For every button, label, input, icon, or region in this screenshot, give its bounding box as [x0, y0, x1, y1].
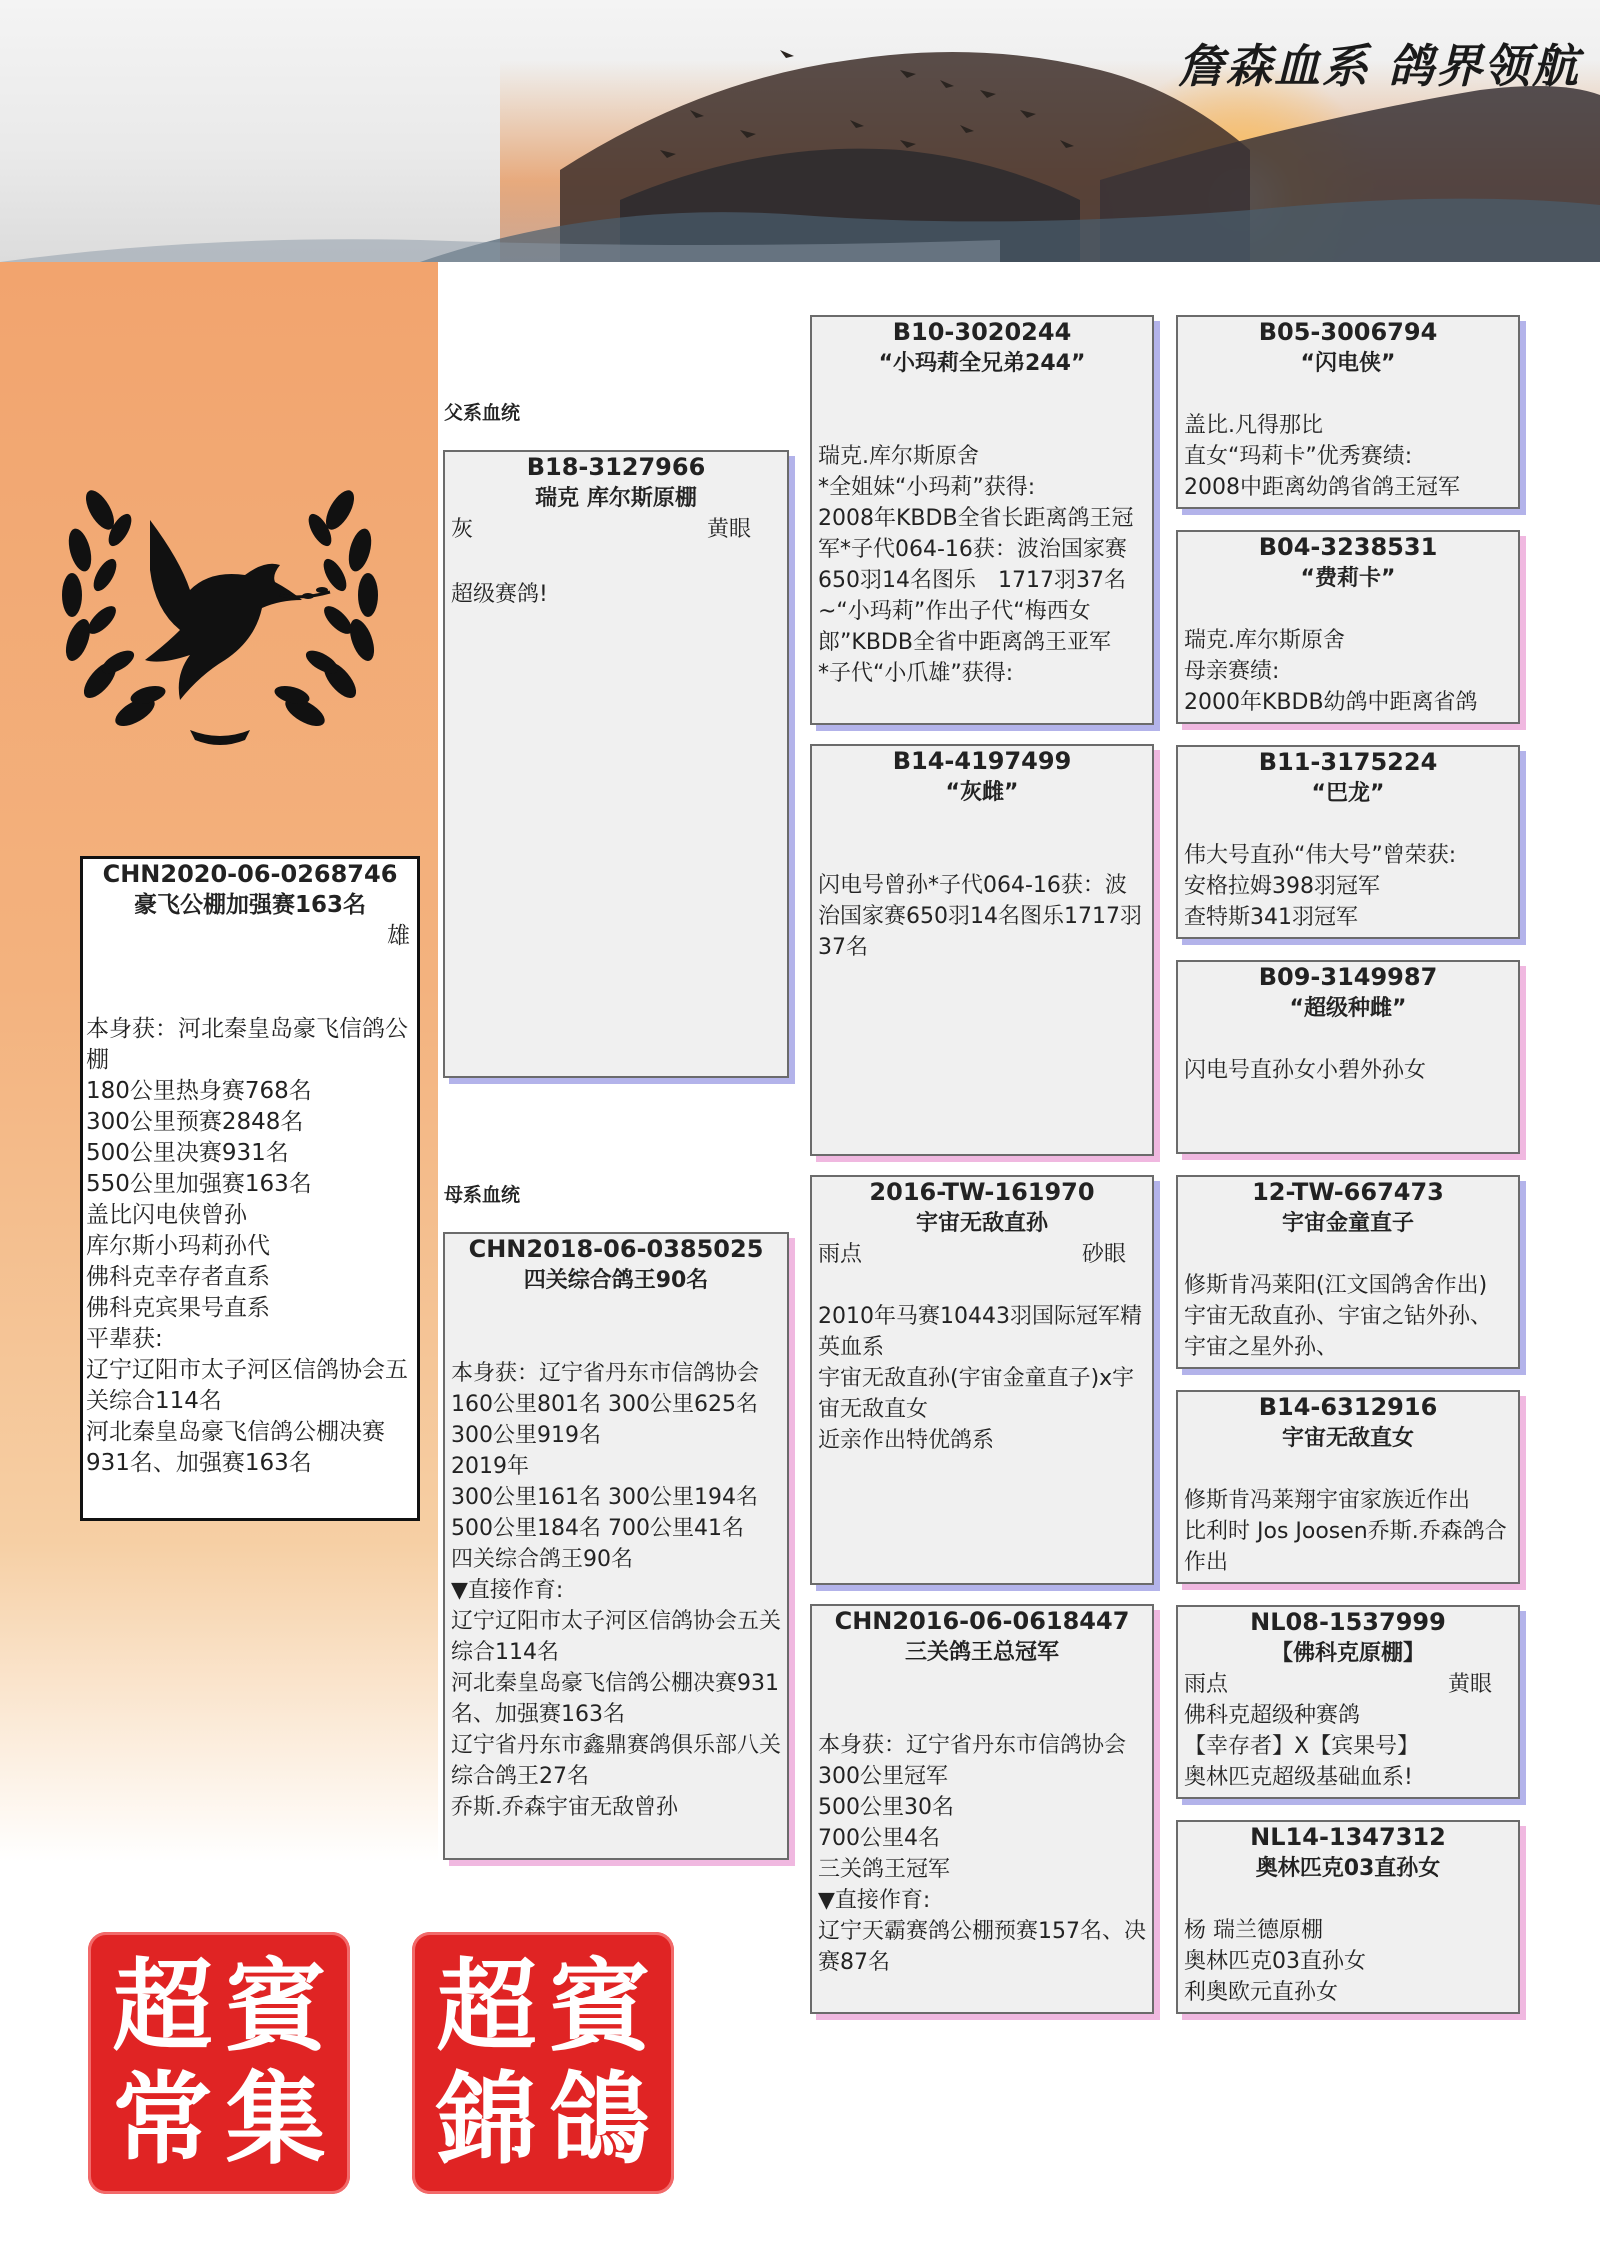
sire-dam-card	[810, 744, 1154, 1156]
header-banner	[0, 0, 1600, 262]
sire-ring-number: B18-3127966	[526, 453, 706, 481]
dam-line-label: 母系血统	[444, 1184, 521, 1206]
dam-description: 本身获：辽宁省丹东市信鸽协会 160公里801名 300公里625名 300公里919名 2019年 300公里161名 300公里194名 500公里184名 700公里41名 四关综合鸽王90名 ▼直接作育: 辽宁辽阳市太子河区信鸽协会五关综合114名 河北秦皇岛豪飞信鸽公棚决赛931名、加强赛163名 辽宁省丹东市鑫鼎赛鸽俱乐部八关综合鸽王27名 乔斯.乔森宇宙无敌曾孙	[451, 1361, 782, 1820]
sire-eye: 黄眼	[706, 517, 751, 542]
sdd-description: 闪电号直孙女小碧外孙女	[1184, 1058, 1427, 1083]
sds-description: 伟大号直孙“伟大号”曾荣获: 安格拉姆398羽冠军 查特斯341羽冠军	[1184, 843, 1457, 930]
subject-sex: 雄	[387, 923, 410, 949]
seal-right-char-1: 超	[436, 1947, 537, 2065]
ssd-ring-number: B04-3238531	[1258, 533, 1438, 561]
dam-sire-card	[810, 1175, 1154, 1585]
dam-sire-color: 雨点	[818, 1242, 863, 1267]
subject-title: 豪飞公棚加强赛163名	[133, 892, 366, 918]
seal-left-char-1: 超	[112, 1947, 213, 2065]
dsd-ring-number: B14-6312916	[1258, 1393, 1438, 1421]
sss-ring-number: B05-3006794	[1258, 318, 1438, 346]
ssd-title: “费莉卡”	[1300, 566, 1396, 591]
dam-dam-ring-number: CHN2016-06-0618447	[834, 1607, 1130, 1635]
subject-ring-number: CHN2020-06-0268746	[102, 860, 398, 888]
sire-sire-ring-number: B10-3020244	[892, 318, 1072, 346]
sire-color: 灰	[451, 517, 474, 542]
dove-laurel-emblem-icon	[40, 450, 400, 755]
dam-title: 四关综合鸽王90名	[523, 1268, 709, 1293]
dds-eye: 黄眼	[1447, 1672, 1492, 1697]
sdd-title: “超级种雌”	[1289, 996, 1407, 1021]
dove-icon	[145, 520, 302, 700]
sds-card	[1176, 745, 1520, 939]
sss-description: 盖比.凡得那比 直女“玛莉卡”优秀赛绩: 2008中距离幼鸽省鸽王冠军	[1184, 413, 1460, 500]
sire-sire-card	[810, 315, 1154, 725]
sire-dam-ring-number: B14-4197499	[892, 747, 1072, 775]
dds-description: 佛科克超级种赛鸽 【幸存者】X【宾果号】 奥林匹克超级基础血系!	[1184, 1703, 1420, 1790]
sire-title: 瑞克 库尔斯原棚	[535, 486, 697, 511]
red-seal-right	[412, 1932, 674, 2194]
sire-dam-description: 闪电号曾孙*子代064-16获：波治国家赛650羽14名图乐1717羽37名	[818, 873, 1142, 960]
ssd-card	[1176, 530, 1520, 724]
seal-left-char-4: 集	[225, 2060, 326, 2178]
seal-left-char-3: 常	[112, 2060, 213, 2178]
dsd-title: 宇宙无敌直女	[1281, 1426, 1414, 1451]
sire-card	[443, 450, 789, 1078]
seal-right-char-3: 錦	[436, 2060, 537, 2178]
dam-card	[443, 1232, 789, 1860]
sire-line-label: 父系血统	[444, 402, 521, 424]
subject-description: 本身获：河北秦皇岛豪飞信鸽公棚 180公里热身赛768名 300公里预赛2848名 500公里决赛931名 550公里加强赛163名 盖比闪电侠曾孙 库尔斯小玛莉孙代 佛科克幸存者直系 佛科克宾果号直系 平辈获: 辽宁辽阳市太子河区信鸽协会五关综合114名 河北秦皇岛豪飞信鸽公棚决赛931名、加强赛163名	[86, 1016, 408, 1476]
dds-card	[1176, 1605, 1520, 1799]
dss-ring-number: 12-TW-667473	[1252, 1178, 1444, 1206]
sds-ring-number: B11-3175224	[1258, 748, 1438, 776]
dam-sire-description: 2010年马赛10443羽国际冠军精英血系 宇宙无敌直孙(宇宙金童直子)x宇宙无敌直女 近亲作出特优鸽系	[818, 1304, 1142, 1453]
sss-title: “闪电侠”	[1300, 351, 1396, 376]
sds-title: “巴龙”	[1311, 781, 1385, 806]
sire-sire-title: “小玛莉全兄弟244”	[878, 351, 1086, 376]
dam-sire-title: 宇宙无敌直孙	[915, 1211, 1048, 1236]
dds-ring-number: NL08-1537999	[1250, 1608, 1446, 1636]
dss-description: 修斯肯冯莱阳(江文国鸽舍作出) 宇宙无敌直孙、宇宙之钻外孙、宇宙之星外孙、	[1184, 1273, 1493, 1360]
dsd-card	[1176, 1390, 1520, 1584]
dss-title: 宇宙金童直子	[1281, 1211, 1414, 1236]
dam-dam-card	[810, 1604, 1154, 2014]
dsd-description: 修斯肯冯莱翔宇宙家族近作出 比利时 Jos Joosen乔斯.乔森鸽合作出	[1184, 1488, 1507, 1575]
ddd-card	[1176, 1820, 1520, 2014]
ddd-title: 奥林匹克03直孙女	[1255, 1856, 1441, 1881]
dam-sire-ring-number: 2016-TW-161970	[869, 1178, 1095, 1206]
seal-left-char-2: 賓	[225, 1947, 326, 2065]
sdd-ring-number: B09-3149987	[1258, 963, 1438, 991]
dam-sire-eye: 砂眼	[1081, 1242, 1126, 1267]
dds-color: 雨点	[1184, 1672, 1229, 1697]
seal-right-char-4: 鴿	[549, 2060, 650, 2178]
dam-dam-description: 本身获：辽宁省丹东市信鸽协会 300公里冠军 500公里30名 700公里4名 三关鸽王冠军 ▼直接作育: 辽宁天霸赛鸽公棚预赛157名、决赛87名	[818, 1733, 1146, 1975]
subject-pigeon-card	[80, 856, 420, 1521]
slogan: 詹森血系 鸽界领航	[1177, 39, 1580, 93]
sss-card	[1176, 315, 1520, 509]
ssd-description: 瑞克.库尔斯原舍 母亲赛绩: 2000年KBDB幼鸽中距离省鸽	[1184, 628, 1478, 715]
dam-ring-number: CHN2018-06-0385025	[468, 1235, 764, 1263]
dds-title: 【佛科克原棚】	[1270, 1641, 1425, 1666]
dss-card	[1176, 1175, 1520, 1369]
dam-dam-title: 三关鸽王总冠军	[904, 1640, 1059, 1665]
sire-description: 超级赛鸽!	[451, 582, 548, 607]
ddd-description: 杨 瑞兰德原棚 奥林匹克03直孙女 利奥欧元直孙女	[1184, 1918, 1366, 2005]
sdd-card	[1176, 960, 1520, 1154]
ddd-ring-number: NL14-1347312	[1250, 1823, 1446, 1851]
laurel-right-icon	[273, 486, 379, 732]
red-seal-left	[88, 1932, 350, 2194]
seal-right-char-2: 賓	[549, 1947, 650, 2065]
sire-sire-description: 瑞克.库尔斯原舍 *全姐妹“小玛莉”获得: 2008年KBDB全省长距离鸽王冠军*子代064-16获：波治国家赛650羽14名图乐 1717羽37名 ~“小玛莉”作出子代“梅西女郎”KBDB全省中距离鸽王亚军 *子代“小爪雄”获得:	[818, 444, 1134, 686]
sire-dam-title: “灰雌”	[945, 780, 1019, 805]
